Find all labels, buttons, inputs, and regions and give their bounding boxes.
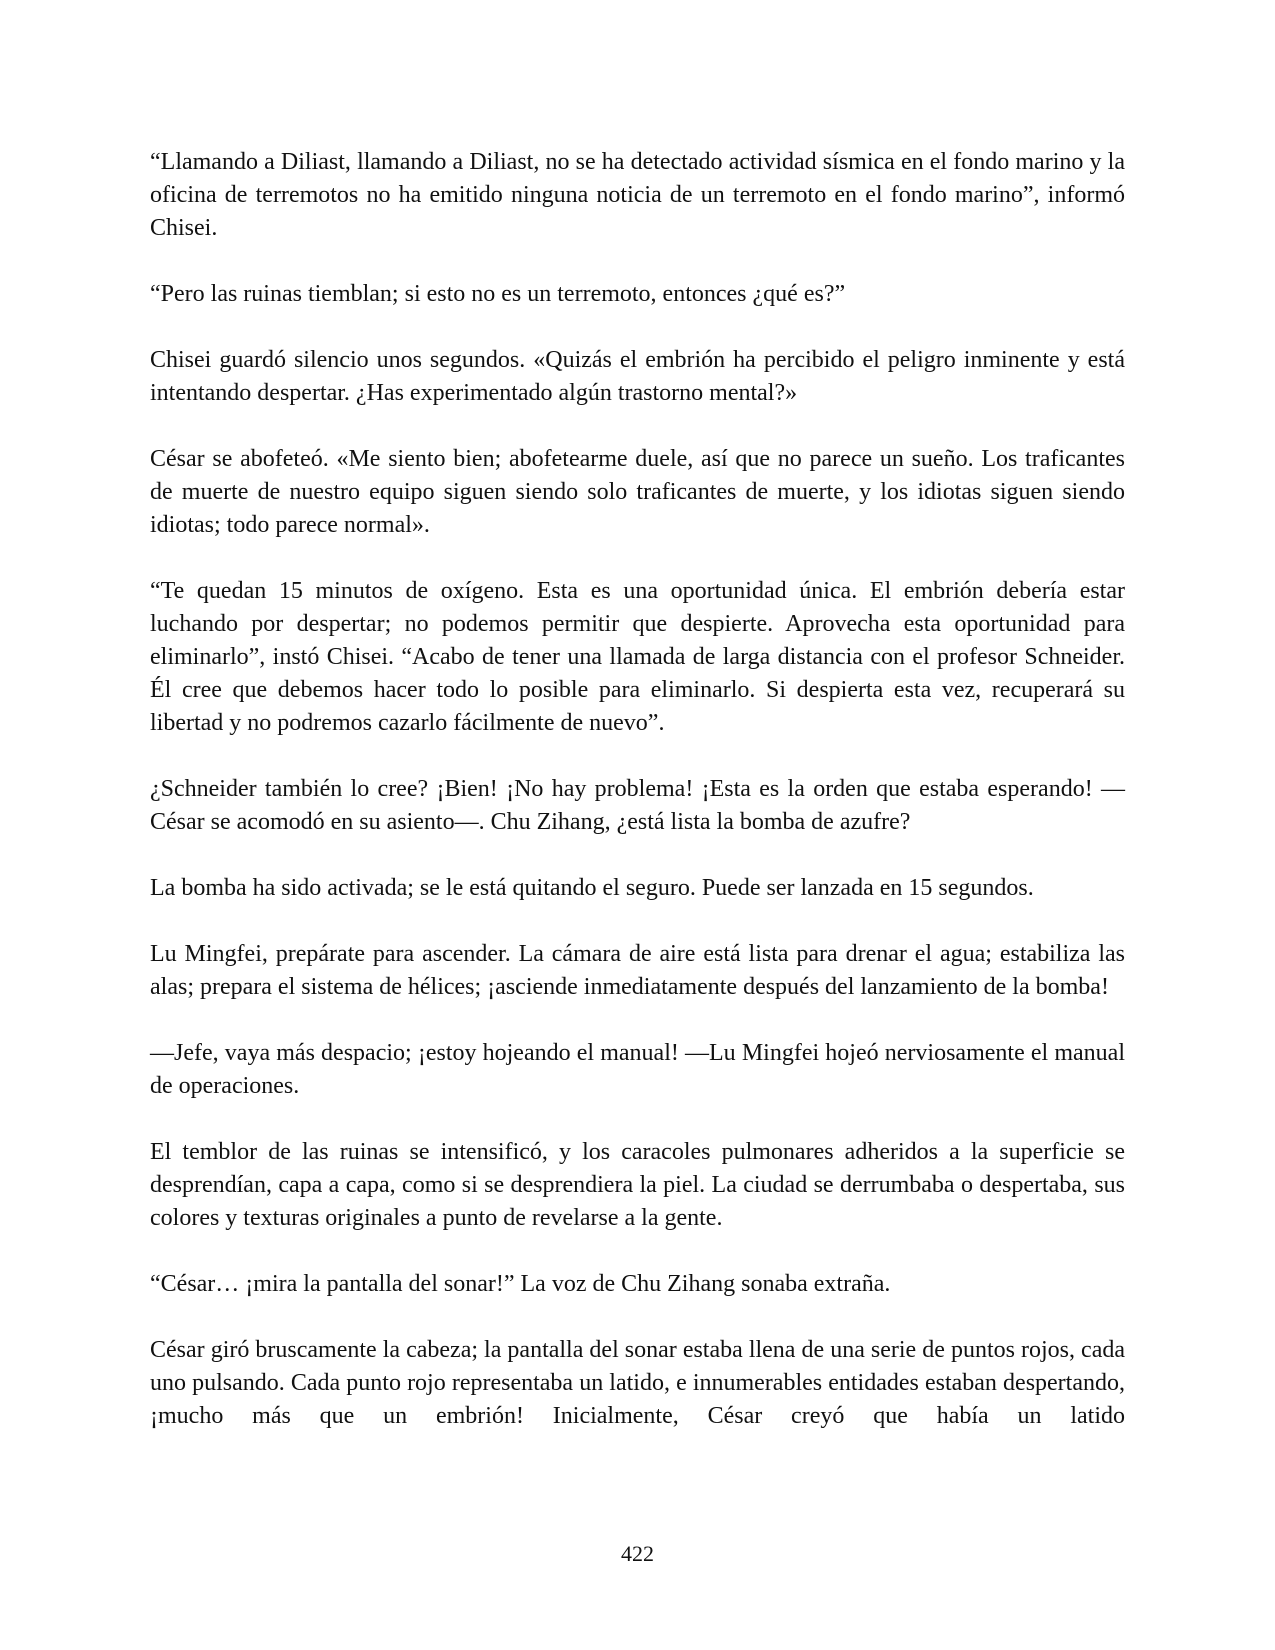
paragraph-4: César se abofeteó. «Me siento bien; abofetearme duele, así que no parece un sueño. Los traficantes de muerte de nuestro equipo siguen siendo solo traficantes de muerte, y los idiotas siguen siendo idiotas; todo parece normal». [150, 446, 1125, 538]
paragraph-12: César giró bruscamente la cabeza; la pantalla del sonar estaba llena de una serie de puntos rojos, cada uno pulsando. Cada punto rojo representaba un latido, e innumerables entidades estaban despertando, ¡mucho más que un embrión! Inicialmente, César creyó que había un latido [150, 1337, 1125, 1429]
paragraph-6: ¿Schneider también lo cree? ¡Bien! ¡No hay problema! ¡Esta es la orden que estaba esperando! —César se acomodó en su asiento—. Chu Zihang, ¿está lista la bomba de azufre? [150, 776, 1125, 835]
paragraph-8: Lu Mingfei, prepárate para ascender. La cámara de aire está lista para drenar el agua; estabiliza las alas; prepara el sistema de hélices; ¡asciende inmediatamente después del lanzamiento de la bomba! [150, 941, 1125, 1000]
paragraph-2: “Pero las ruinas tiemblan; si esto no es un terremoto, entonces ¿qué es?” [150, 281, 846, 307]
paragraph-11: “César… ¡mira la pantalla del sonar!” La voz de Chu Zihang sonaba extraña. [150, 1271, 891, 1297]
paragraph-10: El temblor de las ruinas se intensificó, y los caracoles pulmonares adheridos a la superficie se desprendían, capa a capa, como si se desprendiera la piel. La ciudad se derrumbaba o despertaba, sus colores y texturas originales a punto de revelarse a la gente. [150, 1139, 1125, 1231]
page-number: 422 [621, 1541, 654, 1566]
page-body [150, 146, 1125, 1433]
paragraph-7: La bomba ha sido activada; se le está quitando el seguro. Puede ser lanzada en 15 segundos. [150, 875, 1034, 901]
paragraph-5: “Te quedan 15 minutos de oxígeno. Esta es una oportunidad única. El embrión debería estar luchando por despertar; no podemos permitir que despierte. Aprovecha esta oportunidad para eliminarlo”, instó Chisei. “Acabo de tener una llamada de larga distancia con el profesor Schneider. Él cree que debemos hacer todo lo posible para eliminarlo. Si despierta esta vez, recuperará su libertad y no podremos cazarlo fácilmente de nuevo”. [150, 578, 1125, 736]
paragraph-9: —Jefe, vaya más despacio; ¡estoy hojeando el manual! —Lu Mingfei hojeó nerviosamente el manual de operaciones. [150, 1040, 1125, 1099]
paragraph-1: “Llamando a Diliast, llamando a Diliast, no se ha detectado actividad sísmica en el fondo marino y la oficina de terremotos no ha emitido ninguna noticia de un terremoto en el fondo marino”, informó Chisei. [150, 149, 1125, 241]
paragraph-3: Chisei guardó silencio unos segundos. «Quizás el embrión ha percibido el peligro inminente y está intentando despertar. ¿Has experimentado algún trastorno mental?» [150, 347, 1125, 406]
